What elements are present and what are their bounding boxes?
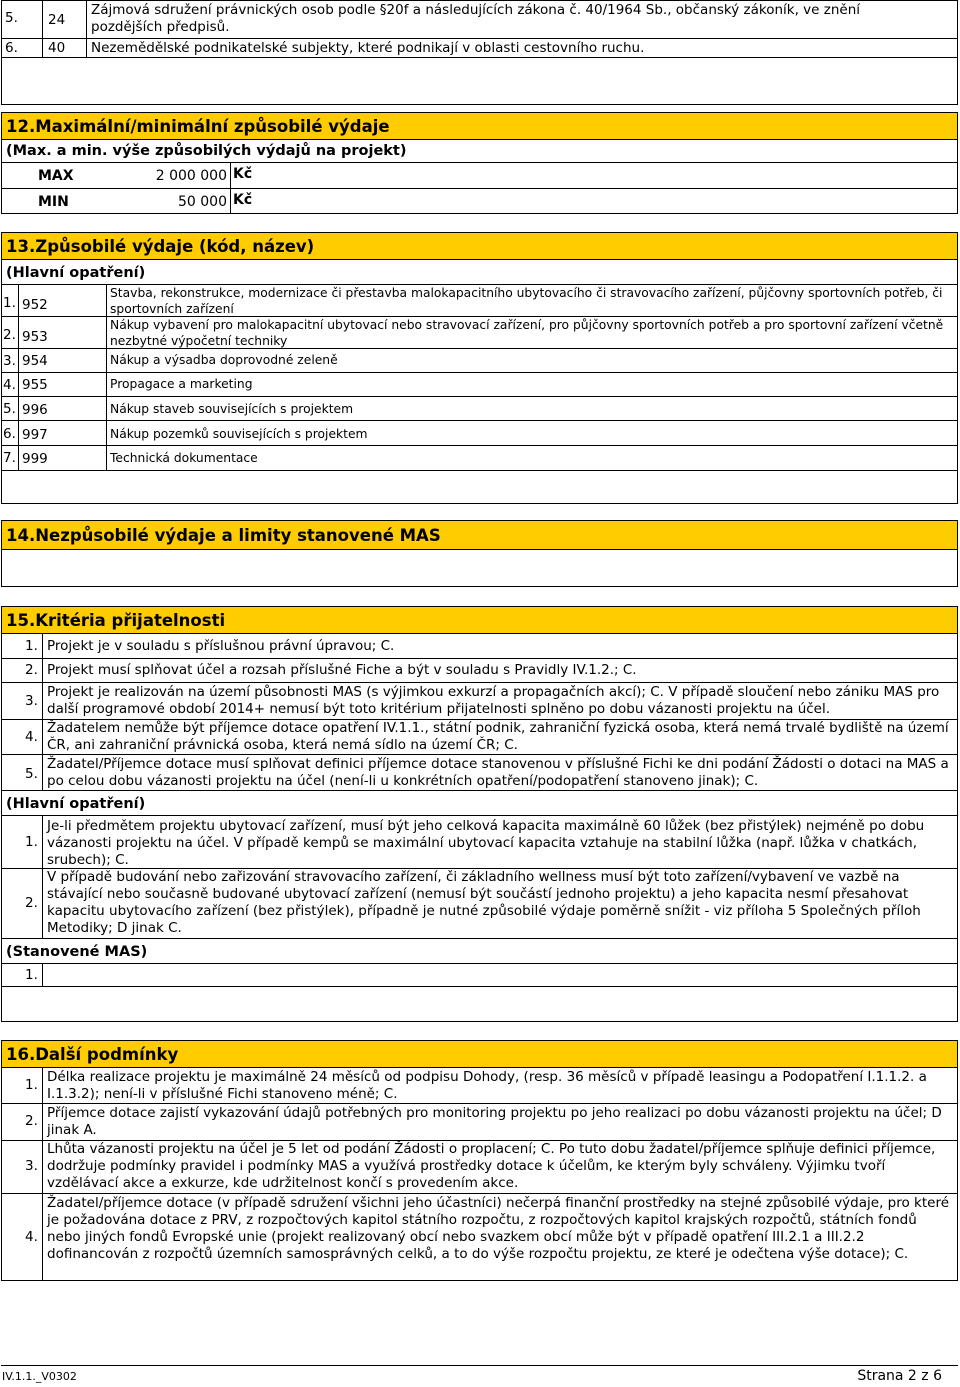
condition-num: 2. bbox=[25, 1113, 38, 1129]
section-14-title: 14.Nezpůsobilé výdaje a limity stanovené MAS bbox=[1, 520, 958, 550]
expense-code: 954 bbox=[22, 353, 48, 369]
row-num: 5. bbox=[5, 10, 18, 26]
row-text: Nezemědělské podnikatelské subjekty, které podnikají v oblasti cestovního ruchu. bbox=[91, 40, 645, 56]
section-12-title: 12.Maximální/minimální způsobilé výdaje bbox=[1, 112, 958, 140]
criteria-num: 5. bbox=[25, 766, 38, 782]
condition-text: Lhůta vázanosti projektu na účel je 5 let od podání Žádosti o proplacení; C. Po tuto dobu žadatel/příjemce splňuje definici příjemce, dodržuje podmínky pravidel i podmínky MAS a využívá prostředky dotace k účelům, ke kterým byly schváleny. Výjimku tvoří vzdělávací akce a exkurze, kde udržitelnost končí s provedením akce. bbox=[47, 1141, 936, 1191]
expense-code: 996 bbox=[22, 402, 48, 418]
min-unit: Kč bbox=[233, 192, 253, 208]
condition-num: 4. bbox=[25, 1229, 38, 1245]
measure-num: 2. bbox=[25, 895, 38, 911]
condition-text: Příjemce dotace zajistí vykazování údajů potřebných pro monitoring projektu po jeho realizaci po dobu vázanosti projektu na účel; D jinak A. bbox=[47, 1105, 942, 1138]
footer-rule bbox=[1, 1365, 958, 1366]
mas-subtitle: (Stanovené MAS) bbox=[1, 938, 958, 964]
expense-num: 1. bbox=[3, 295, 16, 311]
expense-text: Nákup vybavení pro malokapacitní ubytovací nebo stravovací zařízení, pro půjčovny sportovních potřeb a pro sportovní zařízení včetně nezbytné výpočetní techniky bbox=[110, 318, 944, 348]
max-unit: Kč bbox=[233, 166, 253, 182]
min-value: 50 000 bbox=[178, 194, 227, 210]
empty-area bbox=[1, 470, 958, 504]
section-16-title: 16.Další podmínky bbox=[1, 1040, 958, 1068]
condition-num: 1. bbox=[25, 1077, 38, 1093]
row-code: 40 bbox=[48, 40, 66, 56]
max-value: 2 000 000 bbox=[155, 168, 227, 184]
expense-num: 5. bbox=[3, 401, 16, 417]
expense-num: 4. bbox=[3, 377, 16, 393]
criteria-num: 4. bbox=[25, 729, 38, 745]
expense-code: 952 bbox=[22, 297, 48, 313]
expense-text: Propagace a marketing bbox=[110, 377, 253, 391]
expense-text: Nákup pozemků souvisejících s projektem bbox=[110, 427, 368, 441]
measure-text: V případě budování nebo zařizování stravovacího zařízení, či základního wellness musí být toto zařízení/vybavení ve vazbě na stávající nebo současně budované ubytovací zařízení (nemusí být součástí jednoho projektu) a jeho kapacita nesmí přesahovat kapacitu ubytovacího zařízení (bez přistýlek), případně je nutné způsobilé výdaje poměrně snížit - viz příloha 5 Společných příloh Metodiky; D jinak C. bbox=[47, 869, 921, 936]
row-text: Zájmová sdružení právnických osob podle §20f a následujících zákona č. 40/1964 Sb., občanský zákoník, ve znění pozdějších předpisů. bbox=[91, 2, 861, 35]
expense-num: 7. bbox=[3, 450, 16, 466]
measure-text: Je-li předmětem projektu ubytovací zařízení, musí být jeho celková kapacita maximálně 60 lůžek (bez přistýlek) nejméně po dobu vázanosti projektu na účel. V případě kempů se maximální ubytovací kapacita vztahuje na stabilní lůžka (např. lůžka v chatkách, srubech); C. bbox=[47, 818, 925, 868]
expense-code: 955 bbox=[22, 377, 48, 393]
expense-text: Technická dokumentace bbox=[110, 451, 258, 465]
section-15-title: 15.Kritéria přijatelnosti bbox=[1, 606, 958, 634]
max-label: MAX bbox=[38, 168, 74, 184]
criteria-text: Projekt je v souladu s příslušnou právní úpravou; C. bbox=[47, 638, 395, 654]
criteria-text: Žadatel/Příjemce dotace musí splňovat definici příjemce dotace stanovenou v příslušné Fichi ke dni podání Žádosti o dotaci na MAS a po celou dobu vázanosti projektu na účel (není-li u konkrétních opatření/podopatření stanoveno jinak); C. bbox=[47, 756, 949, 789]
criteria-num: 1. bbox=[25, 638, 38, 654]
row-num: 6. bbox=[5, 40, 18, 56]
criteria-text: Projekt musí splňovat účel a rozsah příslušné Fiche a být v souladu s Pravidly IV.1.2.; C. bbox=[47, 662, 637, 678]
expense-text: Nákup a výsadba doprovodné zeleně bbox=[110, 353, 338, 367]
empty-area bbox=[1, 986, 958, 1022]
mas-num: 1. bbox=[25, 967, 38, 983]
expense-num: 2. bbox=[3, 327, 16, 343]
section-13-title: 13.Způsobilé výdaje (kód, název) bbox=[1, 232, 958, 260]
criteria-num: 2. bbox=[25, 662, 38, 678]
mas-table bbox=[1, 963, 958, 987]
expense-text: Stavba, rekonstrukce, modernizace či přestavba malokapacitního ubytovacího či stravovacího zařízení, půjčovny sportovních potřeb, či sportovních zařízení bbox=[110, 286, 943, 316]
section-14-body bbox=[1, 549, 958, 587]
main-measures-subtitle: (Hlavní opatření) bbox=[1, 790, 958, 816]
expense-num: 3. bbox=[3, 353, 16, 369]
footer-doc-code: IV.1.1._V0302 bbox=[2, 1370, 77, 1383]
criteria-num: 3. bbox=[25, 693, 38, 709]
section-12-subtitle: (Max. a min. výše způsobilých výdajů na projekt) bbox=[1, 139, 958, 163]
expense-code: 953 bbox=[22, 329, 48, 345]
measure-num: 1. bbox=[25, 834, 38, 850]
expense-code: 999 bbox=[22, 451, 48, 467]
criteria-text: Projekt je realizován na území působnosti MAS (s výjimkou exkurzí a propagačních akcí); C. V případě sloučení nebo zániku MAS pro další programové období 2014+ nemusí být toto kritérium přijatelnosti splněno po dobu vázanosti projektu na účel. bbox=[47, 684, 940, 717]
condition-text: Žadatel/příjemce dotace (v případě sdružení všichni jeho účastníci) nečerpá finanční prostředky na stejné způsobilé výdaje, pro které je požadována dotace z PRV, z rozpočtových kapitol státního rozpočtu, z rozpočtových kapitol krajských rozpočtů, státních fondů nebo jiných fondů Evropské unie (projekt realizovaný obcí nebo svazkem obcí může být v případě opatření III.2.1 a III.2.2 dofinancován z rozpočtů územních samosprávných celků, a to do výše rozpočtu projektu, ze které je odečtena výše dotace); C. bbox=[47, 1195, 950, 1262]
expense-code: 997 bbox=[22, 427, 48, 443]
section-13-subtitle: (Hlavní opatření) bbox=[1, 259, 958, 285]
row-code: 24 bbox=[48, 12, 66, 28]
min-label: MIN bbox=[38, 194, 69, 210]
expense-text: Nákup staveb souvisejících s projektem bbox=[110, 402, 354, 416]
empty-area bbox=[1, 57, 958, 105]
criteria-text: Žadatelem nemůže být příjemce dotace opatření IV.1.1., státní podnik, zahraniční fyzická osoba, která nemá trvalé bydliště na území ČR, ani zahraniční právnická osoba, která nemá sídlo na území ČR; C. bbox=[47, 720, 949, 753]
condition-num: 3. bbox=[25, 1158, 38, 1174]
footer-page-number: Strana 2 z 6 bbox=[857, 1368, 942, 1384]
condition-text: Délka realizace projektu je maximálně 24 měsíců od podpisu Dohody, (resp. 36 měsíců v případě leasingu a Podopatření I.1.1.2. a I.1.3.2); není-li v příslušné Fichi stanoveno méně; C. bbox=[47, 1069, 927, 1102]
expense-num: 6. bbox=[3, 426, 16, 442]
